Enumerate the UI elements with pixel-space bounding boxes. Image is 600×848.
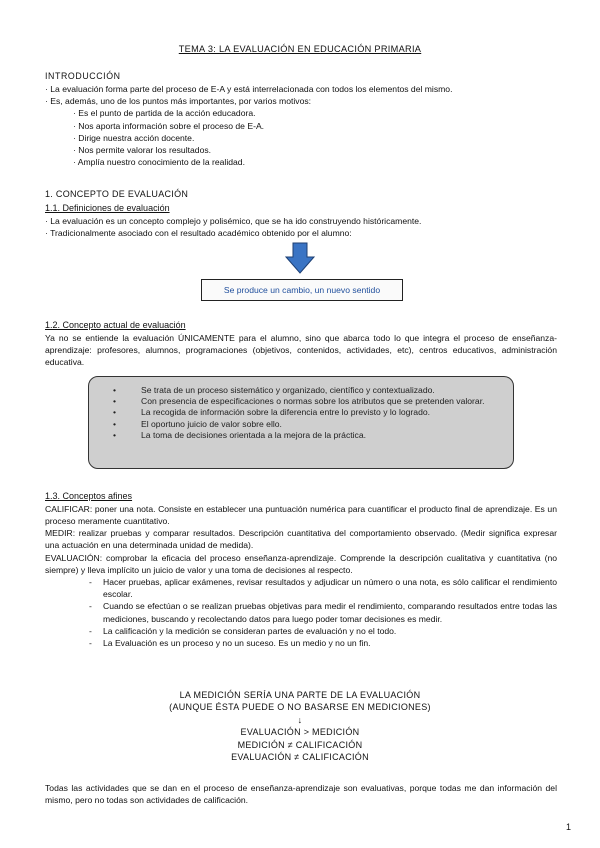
intro-line: · La evaluación forma parte del proceso de E-A y está interrelacionada con todos los elementos del mismo.	[45, 84, 453, 94]
subsection-1-1-heading: 1.1. Definiciones de evaluación	[45, 203, 170, 213]
dash-item-text: Hacer pruebas, aplicar exámenes, revisar resultados y adjudicar un número o una nota, es sólo calificar el rendimiento escolar.	[103, 576, 557, 600]
dash-item	[45, 637, 557, 649]
dash-marker: -	[89, 625, 92, 636]
reason-item: · Amplía nuestro conocimiento de la realidad.	[73, 157, 245, 168]
reason-item: · Nos permite valorar los resultados.	[73, 145, 212, 156]
calificar-paragraph: CALIFICAR: poner una nota. Consiste en establecer una puntuación numérica para cuantificar el producto final de aprendizaje. Es un proceso meramente cuantitativo.	[45, 503, 557, 526]
definition-line: · La evaluación es un concepto complejo y polisémico, que se ha ido construyendo históricamente.	[45, 215, 422, 226]
summary-line: MEDICIÓN ≠ CALIFICACIÓN	[237, 739, 363, 750]
dash-marker: -	[89, 601, 92, 612]
subsection-1-2-heading: 1.2. Concepto actual de evaluación	[45, 320, 186, 330]
closing-paragraph: Todas las actividades que se dan en el proceso de enseñanza-aprendizaje son evaluativas, porque todas me dan información del mismo, pero no todas son actividades de calificación.	[45, 783, 557, 806]
characteristic-item: • La toma de decisiones orientada a la mejora de la práctica.	[113, 430, 499, 441]
dash-item	[45, 600, 557, 624]
summary-line: EVALUACIÓN > MEDICIÓN	[240, 727, 360, 738]
characteristic-item: • Se trata de un proceso sistemático y organizado, científico y contextualizado.	[113, 385, 499, 396]
concept-paragraph: Ya no se entiende la evaluación ÚNICAMENTE para el alumno, sino que abarca todo lo que integra el proceso de enseñanza-aprendizaje: profesores, alumnos, programaciones (objetivos, contenidos, actividades, etc), centros educativos, administración educativa.	[45, 332, 557, 368]
intro-reasons	[45, 107, 557, 168]
characteristic-item: • El oportuno juicio de valor sobre ello.	[113, 419, 499, 430]
medir-paragraph: MEDIR: realizar pruebas y comparar resultados. Descripción cuantitativa del comportamiento observado. (Medir significa expresar una actuación en una determinada unidad de medida).	[45, 528, 557, 551]
intro-line: · Es, además, uno de los puntos más importantes, por varios motivos:	[45, 96, 312, 107]
document-title: TEMA 3: LA EVALUACIÓN EN EDUCACIÓN PRIMARIA	[178, 44, 422, 54]
summary-center-block	[0, 689, 600, 763]
summary-line: EVALUACIÓN ≠ CALIFICACIÓN	[231, 752, 369, 763]
down-arrow-glyph: ↓	[297, 714, 303, 725]
summary-line: (AUNQUE ÉSTA PUEDE O NO BASARSE EN MEDICIONES)	[169, 702, 431, 713]
characteristic-item: • La recogida de información sobre la diferencia entre lo previsto y lo logrado.	[113, 407, 499, 418]
dash-item-text: La Evaluación es un proceso y no un suceso. Es un medio y no un fin.	[103, 638, 371, 648]
down-arrow-icon	[285, 242, 315, 274]
reason-item: · Es el punto de partida de la acción educadora.	[73, 108, 256, 119]
characteristics-box	[88, 376, 514, 469]
dash-item-text: La calificación y la medición se consideran partes de evaluación y no el todo.	[103, 625, 397, 636]
intro-lines	[45, 83, 557, 168]
dash-item	[45, 576, 557, 600]
callout-box: Se produce un cambio, un nuevo sentido	[201, 279, 403, 301]
intro-heading: INTRODUCCIÓN	[45, 71, 121, 81]
definition-line: · Tradicionalmente asociado con el resultado académico obtenido por el alumno:	[45, 227, 352, 238]
evaluacion-paragraph: EVALUACIÓN: comprobar la eficacia del proceso enseñanza-aprendizaje. Comprende la descripción cualitativa y cuantitativa (no siempre) y lleva implícito un juicio de valor y una toma de decisiones al respecto.	[45, 552, 557, 575]
dash-item-text: Cuando se efectúan o se realizan pruebas objetivas para medir el rendimiento, comparando resultados entre todas las mediciones, buscando y recolectando datos para luego poder tomar decisiones es medir.	[103, 601, 557, 624]
characteristics-list	[113, 385, 499, 441]
dash-item	[45, 625, 557, 637]
characteristic-item: • Con presencia de especificaciones o normas sobre los atributos que se pretenden valorar.	[113, 396, 499, 407]
dash-marker: -	[89, 638, 92, 648]
section-1-2	[45, 319, 557, 368]
reason-item: · Nos aporta información sobre el proceso de E-A.	[73, 120, 265, 131]
reason-item: · Dirige nuestra acción docente.	[73, 132, 195, 143]
page-number: 1	[566, 822, 572, 832]
section-1-1	[45, 202, 557, 239]
dash-marker: -	[89, 576, 92, 587]
subsection-1-3-heading: 1.3. Conceptos afines	[45, 491, 133, 501]
section-1-3	[45, 490, 557, 649]
section-1-heading: 1. CONCEPTO DE EVALUACIÓN	[45, 189, 189, 199]
summary-line: LA MEDICIÓN SERÍA UNA PARTE DE LA EVALUACIÓN	[179, 690, 421, 700]
